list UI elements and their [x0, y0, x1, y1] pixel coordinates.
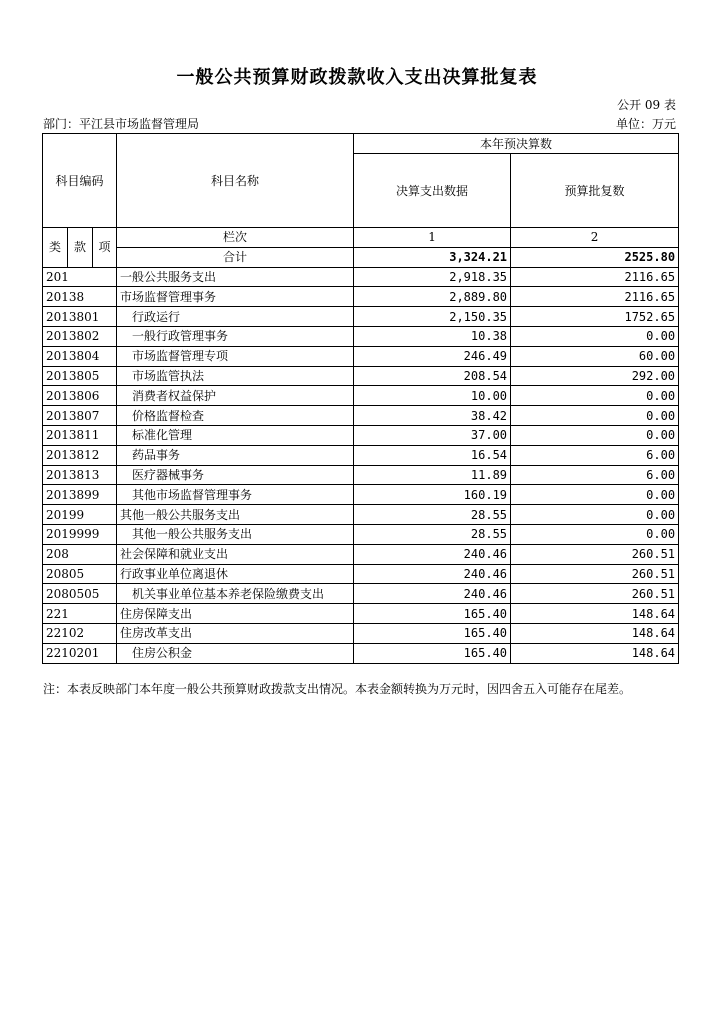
row-code: 2080505: [43, 584, 117, 604]
row-name: 医疗器械事务: [117, 465, 354, 485]
row-code: 2013801: [43, 307, 117, 327]
table-row: [43, 564, 679, 584]
row-name: 行政运行: [117, 307, 354, 327]
row-approved-value: 0.00: [511, 406, 679, 426]
table-row: [43, 346, 679, 366]
row-actual-value: 11.89: [354, 465, 511, 485]
row-name: 行政事业单位离退休: [117, 564, 354, 584]
row-actual-value: 2,889.80: [354, 287, 511, 307]
row-name: 市场监督管理事务: [117, 287, 354, 307]
header-row-3: [43, 228, 679, 248]
total-label: 合计: [117, 247, 354, 267]
total-value-2: 2525.80: [511, 247, 679, 267]
header-lei: 类: [43, 228, 68, 268]
row-actual-value: 165.40: [354, 604, 511, 624]
row-approved-value: 0.00: [511, 505, 679, 525]
row-name: 一般公共服务支出: [117, 267, 354, 287]
row-code: 2013807: [43, 406, 117, 426]
row-name: 其他一般公共服务支出: [117, 524, 354, 544]
table-row: [43, 445, 679, 465]
row-code: 22102: [43, 623, 117, 643]
row-actual-value: 10.38: [354, 326, 511, 346]
row-approved-value: 260.51: [511, 584, 679, 604]
department-label: 部门：平江县市场监督管理局: [43, 117, 200, 131]
table-row: [43, 425, 679, 445]
row-code: 2013811: [43, 425, 117, 445]
row-name: 其他一般公共服务支出: [117, 505, 354, 525]
table-row: [43, 604, 679, 624]
row-approved-value: 60.00: [511, 346, 679, 366]
table-row: [43, 584, 679, 604]
row-approved-value: 0.00: [511, 485, 679, 505]
row-approved-value: 0.00: [511, 524, 679, 544]
row-approved-value: 148.64: [511, 604, 679, 624]
table-row: [43, 307, 679, 327]
row-approved-value: 6.00: [511, 465, 679, 485]
table-row: [43, 623, 679, 643]
table-row: [43, 366, 679, 386]
row-name: 药品事务: [117, 445, 354, 465]
row-approved-value: 148.64: [511, 623, 679, 643]
table-row: [43, 505, 679, 525]
row-code: 2013805: [43, 366, 117, 386]
row-actual-value: 165.40: [354, 643, 511, 663]
row-approved-value: 148.64: [511, 643, 679, 663]
header-subject-name: 科目名称: [117, 134, 354, 228]
row-code: 2210201: [43, 643, 117, 663]
row-code: 20199: [43, 505, 117, 525]
row-code: 2013806: [43, 386, 117, 406]
row-name: 标准化管理: [117, 425, 354, 445]
row-code: 2013813: [43, 465, 117, 485]
header-kuan: 款: [68, 228, 93, 268]
budget-table: [42, 133, 679, 664]
row-approved-value: 260.51: [511, 564, 679, 584]
table-row: [43, 386, 679, 406]
row-approved-value: 292.00: [511, 366, 679, 386]
row-name: 市场监管执法: [117, 366, 354, 386]
row-code: 2013804: [43, 346, 117, 366]
table-row: [43, 465, 679, 485]
row-approved-value: 6.00: [511, 445, 679, 465]
row-name: 消费者权益保护: [117, 386, 354, 406]
row-actual-value: 240.46: [354, 544, 511, 564]
header-budget-group: 本年预决算数: [354, 134, 679, 154]
row-actual-value: 240.46: [354, 584, 511, 604]
header-col2: 预算批复数: [511, 154, 679, 228]
row-code: 2013899: [43, 485, 117, 505]
row-actual-value: 2,150.35: [354, 307, 511, 327]
row-code: 20138: [43, 287, 117, 307]
total-value-1: 3,324.21: [354, 247, 511, 267]
row-name: 其他市场监督管理事务: [117, 485, 354, 505]
row-approved-value: 0.00: [511, 425, 679, 445]
row-code: 201: [43, 267, 117, 287]
header-index-2: 2: [511, 228, 679, 248]
row-approved-value: 0.00: [511, 326, 679, 346]
header-col1: 决算支出数据: [354, 154, 511, 228]
row-actual-value: 208.54: [354, 366, 511, 386]
row-name: 住房改革支出: [117, 623, 354, 643]
row-actual-value: 28.55: [354, 524, 511, 544]
row-actual-value: 165.40: [354, 623, 511, 643]
table-row: [43, 485, 679, 505]
row-approved-value: 2116.65: [511, 287, 679, 307]
table-row: [43, 326, 679, 346]
row-name: 市场监督管理专项: [117, 346, 354, 366]
form-number: 公开 09 表: [617, 98, 676, 112]
row-name: 社会保障和就业支出: [117, 544, 354, 564]
table-row: [43, 267, 679, 287]
row-name: 机关事业单位基本养老保险缴费支出: [117, 584, 354, 604]
row-actual-value: 160.19: [354, 485, 511, 505]
unit-label: 单位：万元: [615, 117, 676, 131]
row-code: 20805: [43, 564, 117, 584]
table-row: [43, 287, 679, 307]
table-row: [43, 524, 679, 544]
row-actual-value: 10.00: [354, 386, 511, 406]
row-code: 2013812: [43, 445, 117, 465]
row-approved-value: 260.51: [511, 544, 679, 564]
header-index-1: 1: [354, 228, 511, 248]
row-code: 2019999: [43, 524, 117, 544]
row-actual-value: 16.54: [354, 445, 511, 465]
total-row: [43, 247, 679, 267]
row-actual-value: 38.42: [354, 406, 511, 426]
row-actual-value: 240.46: [354, 564, 511, 584]
header-xiang: 项: [93, 228, 117, 268]
row-approved-value: 1752.65: [511, 307, 679, 327]
footnote: 注：本表反映部门本年度一般公共预算财政拨款支出情况。本表金额转换为万元时，因四舍五入可能存在尾差。: [43, 682, 632, 696]
row-name: 住房保障支出: [117, 604, 354, 624]
table-row: [43, 544, 679, 564]
row-approved-value: 2116.65: [511, 267, 679, 287]
row-name: 住房公积金: [117, 643, 354, 663]
row-code: 221: [43, 604, 117, 624]
row-name: 一般行政管理事务: [117, 326, 354, 346]
row-actual-value: 37.00: [354, 425, 511, 445]
row-code: 208: [43, 544, 117, 564]
header-subject-code: 科目编码: [43, 134, 117, 228]
row-actual-value: 2,918.35: [354, 267, 511, 287]
header-row-1: [43, 134, 679, 154]
header-lanci: 栏次: [117, 228, 354, 248]
table-row: [43, 643, 679, 663]
table-row: [43, 406, 679, 426]
row-code: 2013802: [43, 326, 117, 346]
row-actual-value: 28.55: [354, 505, 511, 525]
row-actual-value: 246.49: [354, 346, 511, 366]
row-name: 价格监督检查: [117, 406, 354, 426]
row-approved-value: 0.00: [511, 386, 679, 406]
page-title: 一般公共预算财政拨款收入支出决算批复表: [176, 67, 538, 88]
